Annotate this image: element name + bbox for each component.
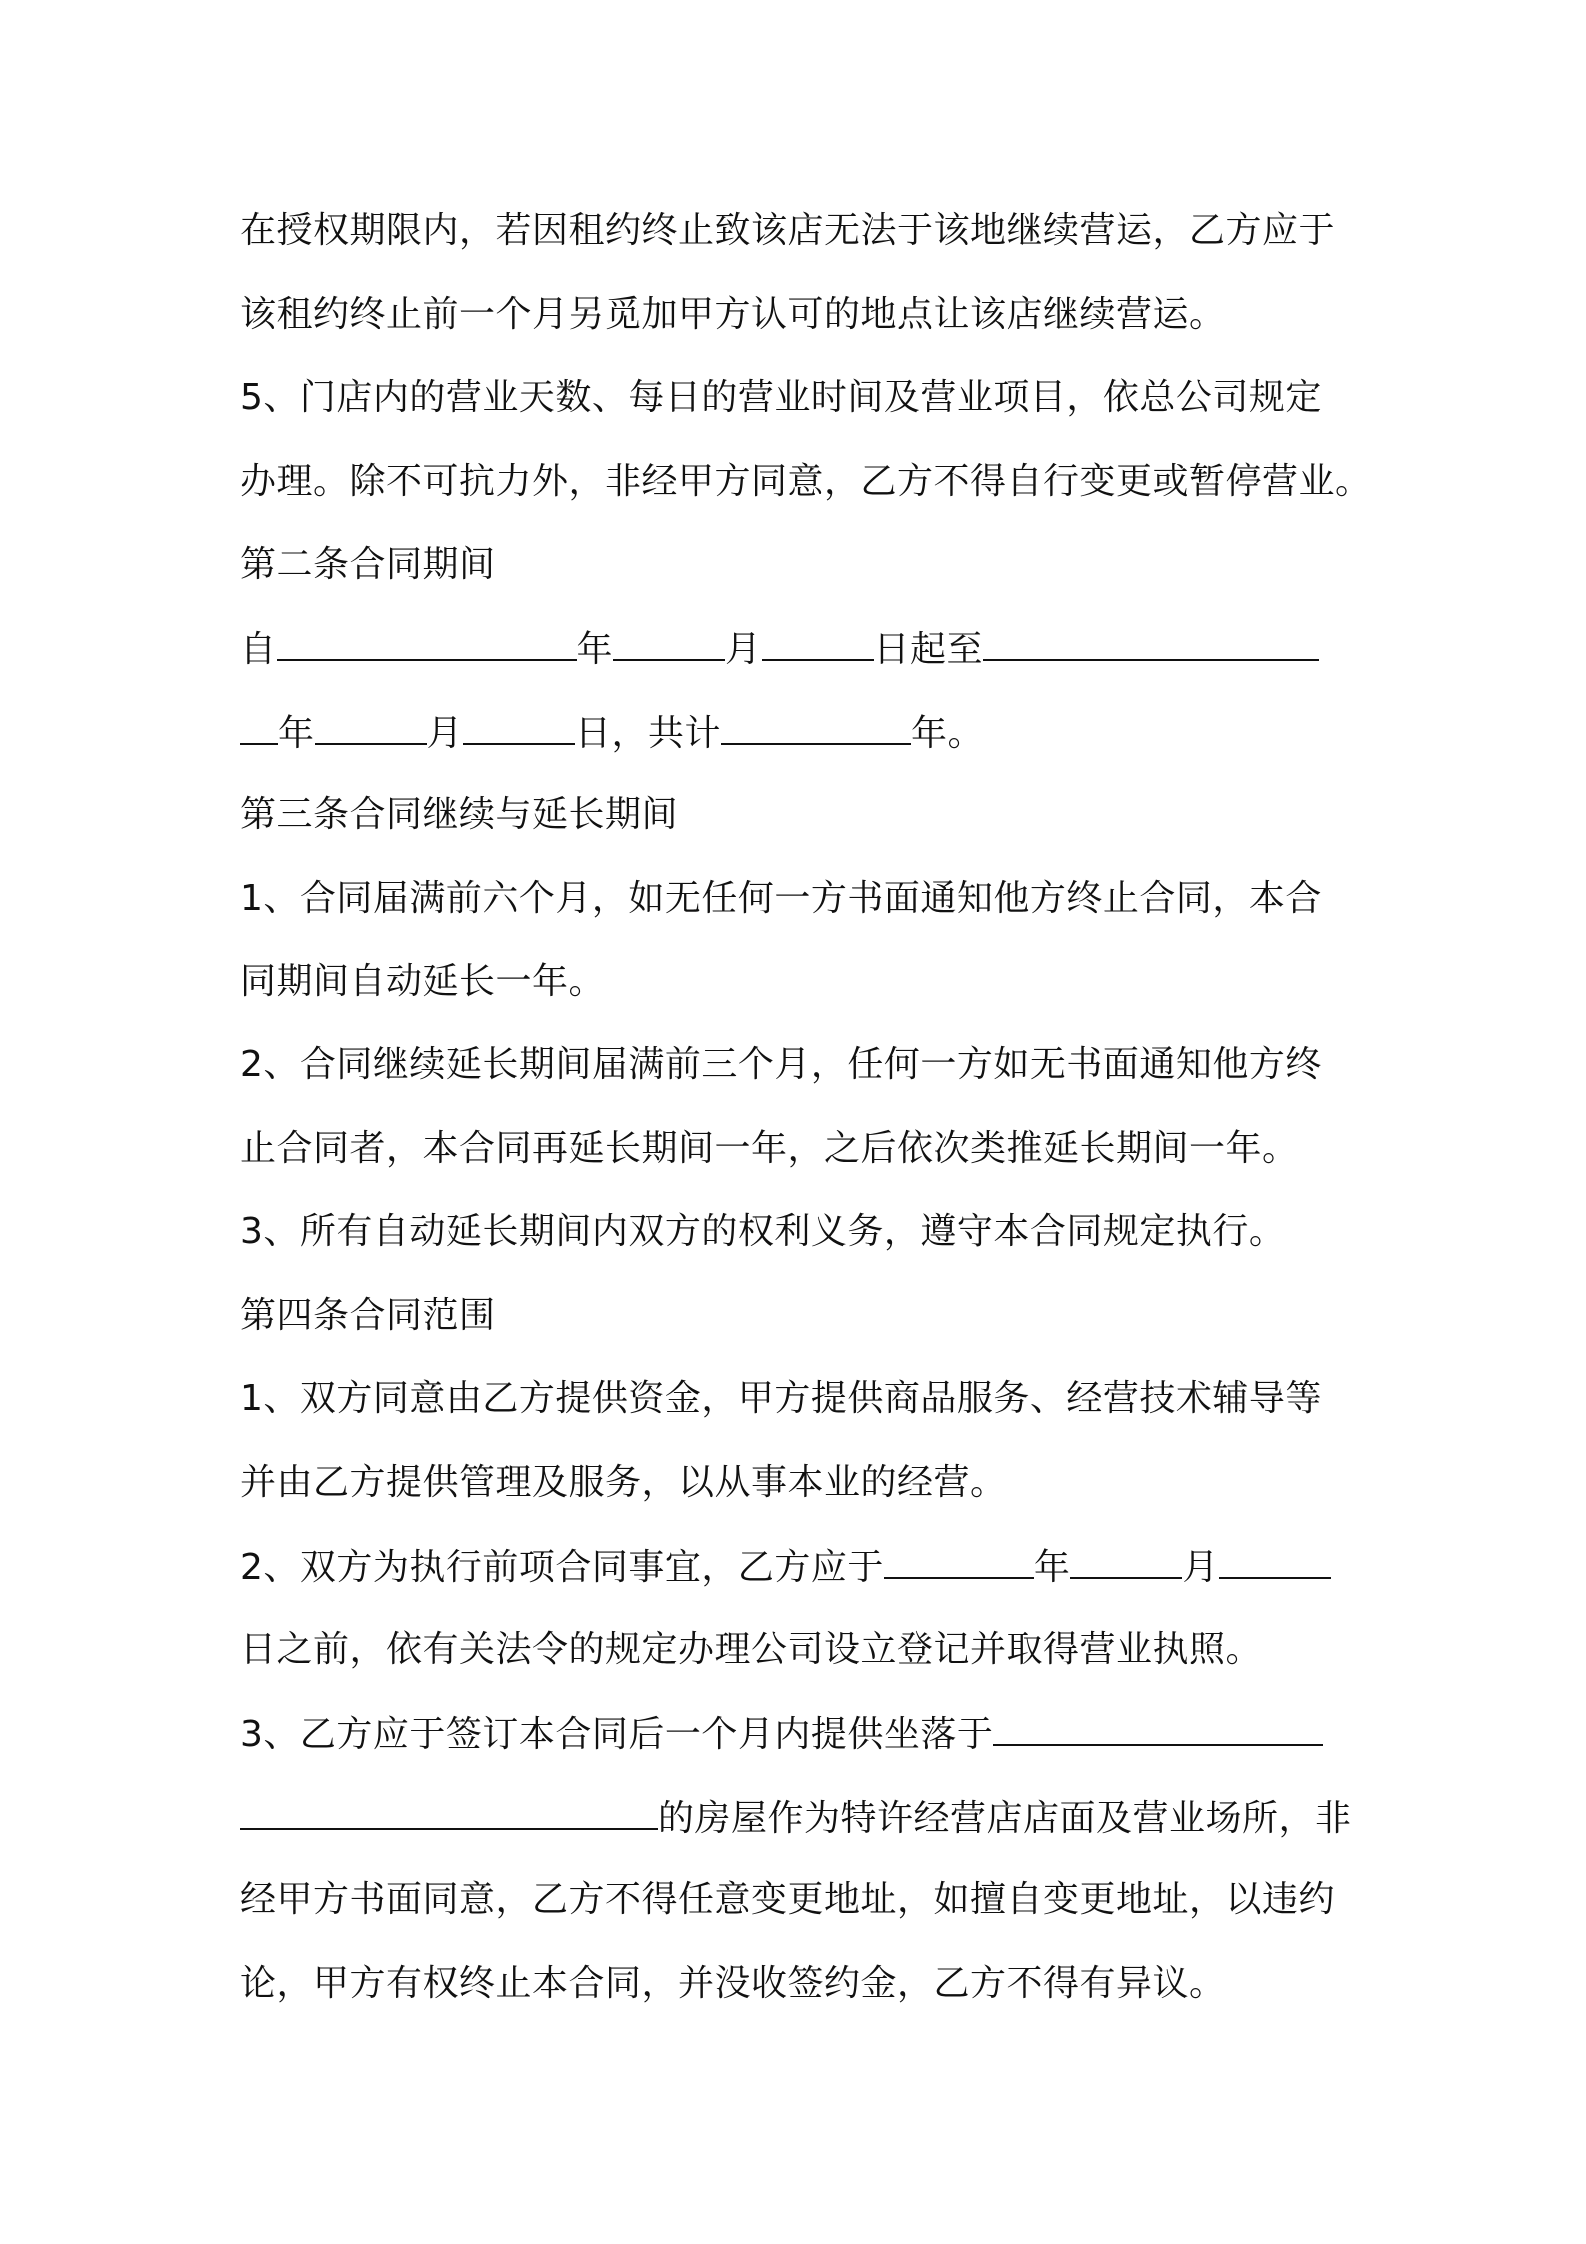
blank-field xyxy=(613,623,725,661)
contract-period-line-1 xyxy=(240,623,1360,673)
blank-field xyxy=(1070,1541,1182,1579)
contract-period-line-2 xyxy=(240,707,1360,757)
text-segment: 的房屋作为特许经营店店面及营业场所，非 xyxy=(658,1798,1352,1839)
paragraph-line: 止合同者，本合同再延长期间一年，之后依次类推延长期间一年。 xyxy=(240,1128,1299,1169)
premises-address-line xyxy=(240,1708,1360,1758)
paragraph-line: 日之前，依有关法令的规定办理公司设立登记并取得营业执照。 xyxy=(240,1629,1263,1670)
text-segment: 年 xyxy=(576,629,614,670)
text-segment: 年 xyxy=(278,713,315,754)
paragraph-line: 经甲方书面同意，乙方不得任意变更地址，如擅自变更地址，以违约 xyxy=(240,1879,1336,1920)
paragraph-line: 论，甲方有权终止本合同，并没收签约金，乙方不得有异议。 xyxy=(240,1963,1226,2004)
section-heading: 第三条合同继续与延长期间 xyxy=(240,794,679,835)
paragraph-line: 5、门店内的营业天数、每日的营业时间及营业项目，依总公司规定 xyxy=(240,377,1322,418)
blank-field xyxy=(315,707,427,745)
registration-deadline-line xyxy=(240,1541,1360,1591)
text-segment: 自 xyxy=(240,629,277,670)
text-segment: 月 xyxy=(426,713,464,754)
text-segment: 年。 xyxy=(911,713,985,754)
blank-field xyxy=(240,707,278,745)
blank-field xyxy=(463,707,575,745)
paragraph-line: 1、双方同意由乙方提供资金，甲方提供商品服务、经营技术辅导等 xyxy=(240,1378,1322,1419)
blank-field xyxy=(884,1541,1034,1579)
text-segment: 3、乙方应于签订本合同后一个月内提供坐落于 xyxy=(240,1714,994,1755)
text-segment: 日，共计 xyxy=(575,713,722,754)
paragraph-line: 同期间自动延长一年。 xyxy=(240,961,606,1002)
paragraph-line: 在授权期限内，若因租约终止致该店无法于该地继续营运，乙方应于 xyxy=(240,210,1336,251)
text-segment: 月 xyxy=(1182,1547,1219,1588)
paragraph-line: 该租约终止前一个月另觅加甲方认可的地点让该店继续营运。 xyxy=(240,294,1226,335)
text-segment: 日起至 xyxy=(873,629,984,670)
paragraph-line: 并由乙方提供管理及服务，以从事本业的经营。 xyxy=(240,1462,1007,1503)
text-segment: 年 xyxy=(1033,1547,1071,1588)
paragraph-line: 2、合同继续延长期间届满前三个月，任何一方如无书面通知他方终 xyxy=(240,1044,1322,1085)
paragraph-line: 3、所有自动延长期间内双方的权利义务，遵守本合同规定执行。 xyxy=(240,1211,1286,1252)
text-segment: 月 xyxy=(725,629,762,670)
blank-field xyxy=(762,623,874,661)
paragraph-line: 1、合同届满前六个月，如无任何一方书面通知他方终止合同，本合 xyxy=(240,878,1322,919)
blank-field xyxy=(277,623,577,661)
blank-field xyxy=(983,623,1319,661)
blank-field xyxy=(721,707,911,745)
section-heading: 第四条合同范围 xyxy=(240,1295,496,1336)
text-segment: 2、双方为执行前项合同事宜，乙方应于 xyxy=(240,1547,884,1588)
paragraph-line: 办理。除不可抗力外，非经甲方同意，乙方不得自行变更或暂停营业。 xyxy=(240,461,1372,502)
blank-field xyxy=(1219,1541,1331,1579)
section-heading: 第二条合同期间 xyxy=(240,544,496,585)
blank-field xyxy=(993,1708,1323,1746)
blank-field xyxy=(240,1792,658,1830)
premises-address-line-2 xyxy=(240,1792,1360,1842)
